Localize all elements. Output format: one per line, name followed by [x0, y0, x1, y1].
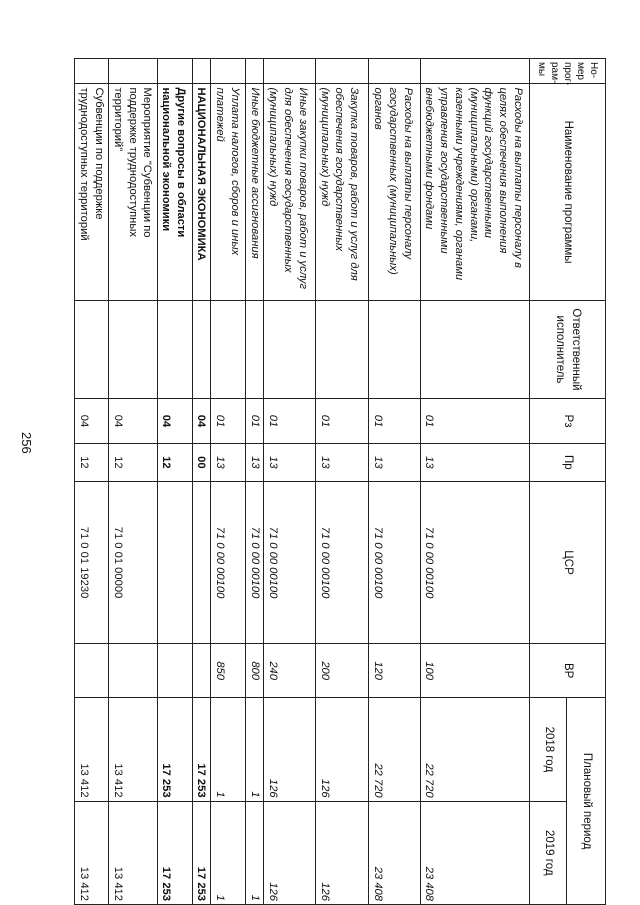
table-row: [75, 59, 109, 905]
cell-rz: 04: [192, 399, 210, 444]
cell-name: Уплата налогов, сборов и иных платежей: [211, 84, 246, 300]
cell-rz: 04: [75, 399, 109, 444]
cell-pr: 13: [420, 443, 529, 481]
cell-num: [264, 59, 315, 84]
table-row: [420, 59, 529, 905]
cell-csr: 71 0 00 00100: [420, 481, 529, 643]
cell-executor: [245, 300, 263, 399]
header-rz: Рз: [529, 399, 605, 444]
header-csr: ЦСР: [529, 481, 605, 643]
cell-executor: [157, 300, 192, 399]
cell-2018: 22 720: [369, 698, 420, 801]
table-row: [192, 59, 210, 905]
cell-rz: 01: [211, 399, 246, 444]
header-program-name: Наименование программы: [529, 84, 605, 300]
cell-csr: 71 0 00 00100: [245, 481, 263, 643]
cell-pr: 13: [264, 443, 315, 481]
cell-name: Иные закупки товаров, работ и услуг для обеспечения государственных (муниципальных) нужд: [264, 84, 315, 300]
cell-pr: 12: [157, 443, 192, 481]
cell-2019: 13 412: [75, 801, 109, 904]
cell-executor: [192, 300, 210, 399]
cell-pr: 12: [109, 443, 158, 481]
cell-2018: 126: [315, 698, 368, 801]
header-pr: Пр: [529, 443, 605, 481]
cell-rz: 01: [420, 399, 529, 444]
table-row: [245, 59, 263, 905]
cell-rz: 04: [109, 399, 158, 444]
cell-2019: 17 253: [192, 801, 210, 904]
cell-name: Иные бюджетные ассигнования: [245, 84, 263, 300]
cell-vr: 240: [264, 644, 315, 698]
cell-num: [211, 59, 246, 84]
cell-name: Субвенции по поддержке труднодоступных территорий: [75, 84, 109, 300]
cell-2018: 13 412: [109, 698, 158, 801]
cell-2019: 23 408: [369, 801, 420, 904]
cell-csr: [157, 481, 192, 643]
cell-pr: 13: [211, 443, 246, 481]
cell-pr: 12: [75, 443, 109, 481]
cell-csr: [192, 481, 210, 643]
cell-num: [245, 59, 263, 84]
cell-2019: 17 253: [157, 801, 192, 904]
cell-2019: 1: [211, 801, 246, 904]
cell-pr: 13: [369, 443, 420, 481]
cell-name: Расходы на выплаты персоналу государственных (муниципальных) органов: [369, 84, 420, 300]
cell-pr: 13: [245, 443, 263, 481]
cell-name: Другие вопросы в области национальной экономики: [157, 84, 192, 300]
cell-executor: [420, 300, 529, 399]
table-row: [264, 59, 315, 905]
cell-name: Закупка товаров, работ и услуг для обеспечения государственных (муниципальных) нужд: [315, 84, 368, 300]
cell-2019: 126: [315, 801, 368, 904]
cell-rz: 01: [264, 399, 315, 444]
budget-table: [74, 58, 606, 905]
header-2019: 2019 год: [529, 801, 566, 904]
cell-vr: [157, 644, 192, 698]
cell-vr: [192, 644, 210, 698]
cell-name: НАЦИОНАЛЬНАЯ ЭКОНОМИКА: [192, 84, 210, 300]
header-program-number: Но-мер прог-рам-мы: [529, 59, 605, 84]
cell-2018: 17 253: [157, 698, 192, 801]
cell-executor: [315, 300, 368, 399]
cell-2018: 22 720: [420, 698, 529, 801]
page-number: 256: [19, 432, 34, 454]
header-vr: ВР: [529, 644, 605, 698]
cell-vr: 200: [315, 644, 368, 698]
table-row: [109, 59, 158, 905]
cell-rz: 01: [245, 399, 263, 444]
cell-vr: [75, 644, 109, 698]
cell-vr: 100: [420, 644, 529, 698]
cell-executor: [75, 300, 109, 399]
cell-2019: 23 408: [420, 801, 529, 904]
cell-2018: 1: [211, 698, 246, 801]
header-row-1: [566, 59, 605, 905]
cell-executor: [369, 300, 420, 399]
cell-vr: 800: [245, 644, 263, 698]
cell-csr: 71 0 01 19230: [75, 481, 109, 643]
cell-2018: 126: [264, 698, 315, 801]
cell-name: Расходы на выплаты персоналу в целях обеспечения выполнения функций государственными (муниципальными) органами, казенными учреждениями, органами управления государственными внебюджетными фондами: [420, 84, 529, 300]
cell-num: [369, 59, 420, 84]
cell-num: [315, 59, 368, 84]
cell-num: [420, 59, 529, 84]
table-row: [369, 59, 420, 905]
table-row: [211, 59, 246, 905]
cell-2018: 13 412: [75, 698, 109, 801]
cell-num: [157, 59, 192, 84]
cell-csr: 71 0 00 00100: [369, 481, 420, 643]
table-row: [315, 59, 368, 905]
cell-num: [192, 59, 210, 84]
cell-2018: 17 253: [192, 698, 210, 801]
cell-vr: 120: [369, 644, 420, 698]
cell-csr: 71 0 00 00100: [264, 481, 315, 643]
header-planned-period: Плановый период: [566, 698, 605, 905]
cell-pr: 00: [192, 443, 210, 481]
header-2018: 2018 год: [529, 698, 566, 801]
header-executor: Ответственный исполнитель: [529, 300, 605, 399]
cell-num: [75, 59, 109, 84]
cell-executor: [109, 300, 158, 399]
cell-csr: 71 0 00 00100: [315, 481, 368, 643]
cell-2018: 1: [245, 698, 263, 801]
cell-rz: 01: [315, 399, 368, 444]
rotated-table-container: [74, 58, 606, 905]
cell-num: [109, 59, 158, 84]
cell-executor: [264, 300, 315, 399]
cell-2019: 126: [264, 801, 315, 904]
cell-csr: 71 0 00 00100: [211, 481, 246, 643]
cell-rz: 04: [157, 399, 192, 444]
cell-csr: 71 0 01 00000: [109, 481, 158, 643]
cell-rz: 01: [369, 399, 420, 444]
table-row: [157, 59, 192, 905]
cell-pr: 13: [315, 443, 368, 481]
cell-vr: [109, 644, 158, 698]
cell-name: Мероприятие "Субвенции по поддержке труднодоступных территорий": [109, 84, 158, 300]
cell-vr: 850: [211, 644, 246, 698]
cell-executor: [211, 300, 246, 399]
cell-2019: 1: [245, 801, 263, 904]
cell-2019: 13 412: [109, 801, 158, 904]
